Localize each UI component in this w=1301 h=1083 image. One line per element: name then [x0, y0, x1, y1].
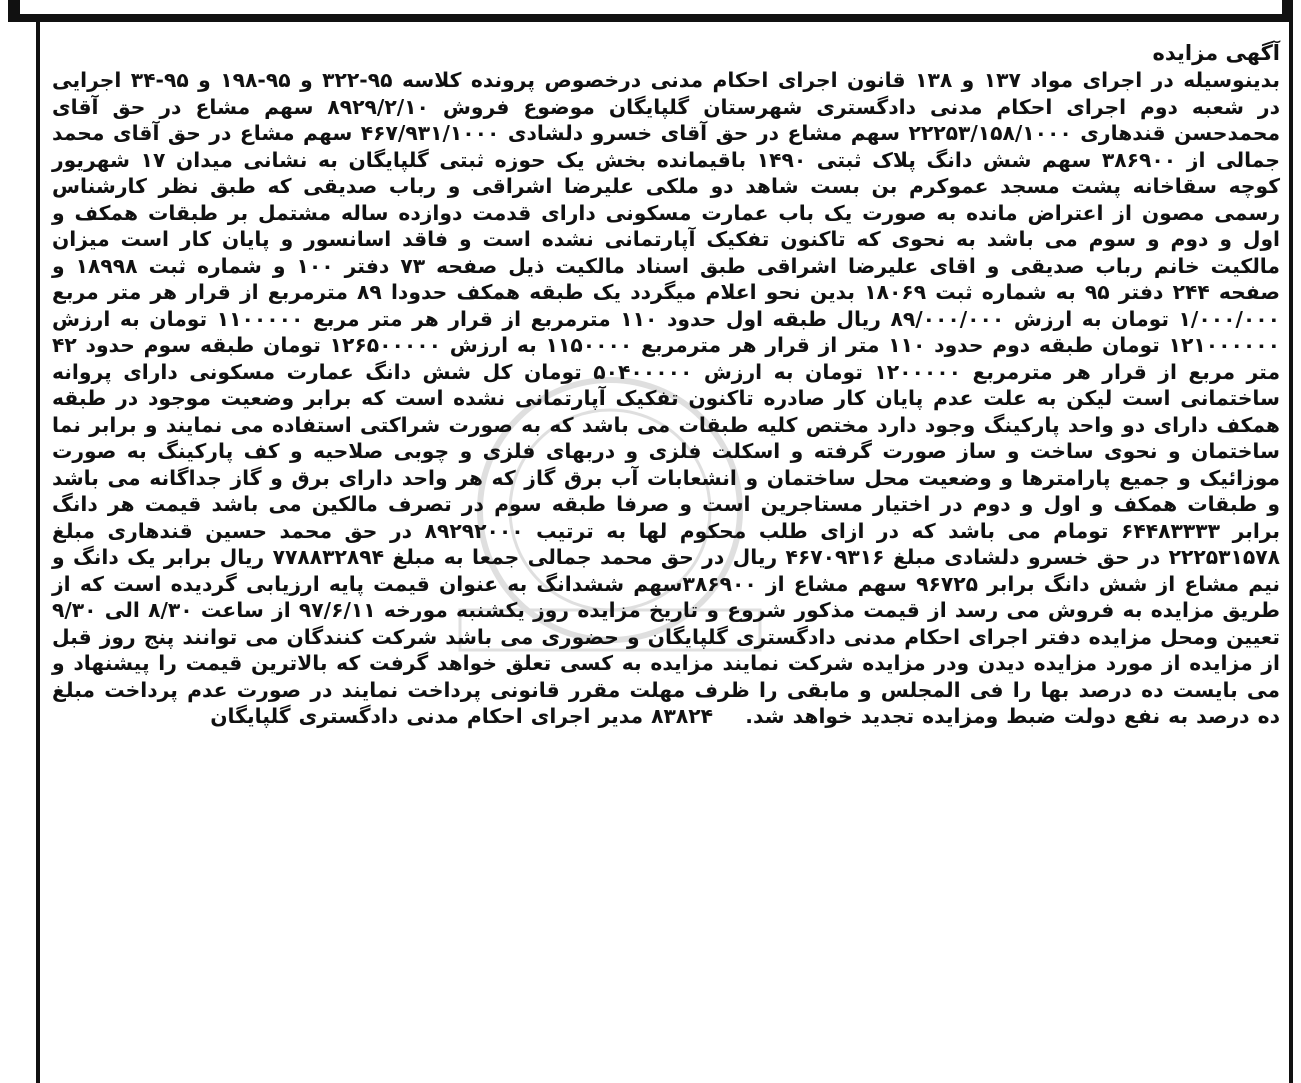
- notice-body-text: بدینوسیله در اجرای مواد ۱۳۷ و ۱۳۸ قانون اجرای احکام مدنی درخصوص پرونده کلاسه ۹۵-۳۲۲ و ۹۵-۱۹۸ و ۹۵-۳۴ اجرایی در شعبه دوم اجرای احکام مدنی دادگستری شهرستان گلپایگان موضوع فروش ۸۹۲۹/۲/۱۰ سهم مشاع در حق آقای محمدحسن قندهاری ۲۲۲۵۳/۱۵۸/۱۰۰۰ سهم مشاع در حق آقای خسرو دلشادی ۴۶۷/۹۳۱/۱۰۰۰ سهم مشاع در حق آقای محمد جمالی از ۳۸۶۹۰۰ سهم شش دانگ پلاک ثبتی ۱۴۹۰ باقیمانده بخش یک حوزه ثبتی گلپایگان به نشانی میدان ۱۷ شهریور کوچه سقاخانه پشت مسجد عموکرم بن بست شاهد دو ملکی علیرضا اشراقی و رباب صدیقی که طبق نظر کارشناس رسمی مصون از اعتراض مانده به صورت یک باب عمارت مسکونی دارای قدمت دوازده ساله مشتمل بر طبقات همکف و اول و دوم و سوم می باشد به نحوی که تاکنون تفکیک آپارتمانی نشده است و فاقد اسانسور و پایان کار است میزان مالکیت خانم رباب صدیقی و اقای علیرضا اشراقی طبق اسناد مالکیت ذیل صفحه ۷۳ دفتر ۱۰۰ و شماره ثبت ۱۸۹۹۸ و صفحه ۲۴۴ دفتر ۹۵ به شماره ثبت ۱۸۰۶۹ بدین نحو اعلام میگردد یک طبقه همکف حدودا ۸۹ مترمربع از قرار هر متر مربع ۱/۰۰۰/۰۰۰ تومان به ارزش ۸۹/۰۰۰/۰۰۰ ریال طبقه اول حدود ۱۱۰ مترمربع از قرار هر متر مربع ۱۱۰۰۰۰۰ تومان به ارزش ۱۲۱۰۰۰۰۰۰ تومان طبقه دوم حدود ۱۱۰ متر از قرار هر مترمربع ۱۱۵۰۰۰۰ به ارزش ۱۲۶۵۰۰۰۰۰ تومان طبقه سوم حدود ۴۲ متر مربع از قرار هر مترمربع ۱۲۰۰۰۰۰ تومان به ارزش ۵۰۴۰۰۰۰۰ تومان کل شش دانگ عمارت مسکونی دارای پروانه ساختمانی است لیکن به علت عدم پایان کار صادره تاکنون تفکیک آپارتمانی نشده است که برابر وضعیت موجود در طبقه همکف دارای دو واحد پارکینگ وجود دارد مختص کلیه طبقات می باشد که به صورت شراکتی استفاده می نمایند و برابر نما ساختمان و نحوی ساخت و ساز صورت گرفته و اسکلت فلزی و دربهای فلزی و چوبی صلاحیه و کف پارکینگ به صورت موزائیک و جمیع پارامترها و وضعیت محل ساختمان و انشعابات آب برق گاز که هر واحد دارای برق و گاز جداگانه می باشد و طبقات همکف و اول و دوم در اختیار مستاجرین است و صرفا طبقه سوم در تصرف مالکین می باشد قیمت هر دانگ برابر ۶۴۴۸۳۳۳۳ تومام می باشد که در ازای طلب محکوم لها به ترتیب ۸۹۲۹۲۰۰۰ در حق محمد حسین قندهاری مبلغ ۲۲۲۵۳۱۵۷۸ در حق خسرو دلشادی مبلغ ۴۶۷۰۹۳۱۶ ریال در حق محمد جمالی جمعا به مبلغ ۷۷۸۸۳۲۸۹۴ ریال برابر یک دانگ و نیم مشاع از شش دانگ برابر ۹۶۷۲۵ سهم مشاع از ۳۸۶۹۰۰سهم ششدانگ به عنوان قیمت پایه ارزیابی گردیده است که از طریق مزایده به فروش می رسد از قیمت مذکور شروع و تاریخ مزایده روز یکشنبه مورخه ۹۷/۶/۱۱ از ساعت ۸/۳۰ الی ۹/۳۰ تعیین ومحل مزایده دفتر اجرای احکام مدنی دادگستری گلپایگان و حضوری می باشد شرکت کنندگان می توانند پنج روز قبل از مزایده از مورد مزایده دیدن ودر مزایده شرکت نمایند مزایده به کسی تعلق خواهد گرفت که بالاترین قیمت را پیشنهاد و می بایست ده درصد بها را فی المجلس و مابقی را ظرف مهلت مقرر قانونی پرداخت نمایند در صورت عدم پرداخت مبلغ ده درصد به نفع دولت ضبط ومزایده تجدید خواهد شد.: [52, 68, 1281, 728]
- left-frame-rule: [36, 22, 40, 1083]
- notice-signature: مدیر اجرای احکام مدنی دادگستری گلپایگان: [210, 704, 644, 728]
- auction-notice: [52, 40, 1280, 1070]
- notice-body: [52, 67, 1280, 730]
- top-frame-inner: [20, 0, 1282, 14]
- notice-title: آگهی مزایده: [1152, 41, 1280, 65]
- notice-code: ۸۳۸۲۴: [651, 704, 713, 728]
- top-frame-bar: [8, 0, 1293, 22]
- right-frame-rule: [1289, 22, 1293, 1083]
